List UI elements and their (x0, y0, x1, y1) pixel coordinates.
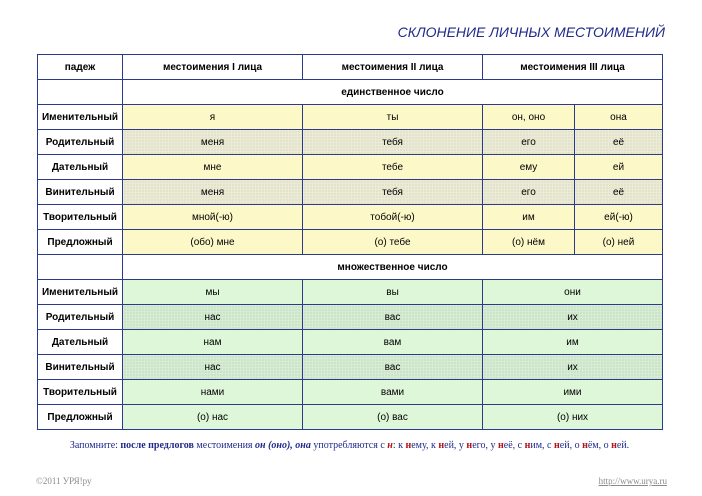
third-person-form: (о) них (483, 405, 663, 430)
second-person-form: вами (303, 380, 483, 405)
table-row (38, 155, 663, 180)
case-name: Родительный (38, 305, 123, 330)
third-person-masc-form: он, оно (483, 105, 575, 130)
second-person-form: тебе (303, 155, 483, 180)
note-example (431, 440, 454, 451)
first-person-form: мне (123, 155, 303, 180)
case-name: Творительный (38, 205, 123, 230)
note-example (575, 440, 599, 451)
third-person-fem-form: её (575, 180, 663, 205)
third-person-masc-form: (о) нём (483, 230, 575, 255)
singular-section-row (38, 80, 663, 105)
second-person-form: вас (303, 355, 483, 380)
third-person-masc-form: его (483, 130, 575, 155)
table-row (38, 355, 663, 380)
header-second-person: местоимения II лица (303, 55, 483, 80)
case-name: Творительный (38, 380, 123, 405)
note-lead: Запомните: (69, 440, 121, 451)
third-person-fem-form: она (575, 105, 663, 130)
second-person-form: ты (303, 105, 483, 130)
usage-note (37, 440, 662, 451)
note-mid1: местоимения (193, 440, 256, 451)
example-rest: ей (444, 440, 454, 451)
third-person-form: ими (483, 380, 663, 405)
example-preposition: у (458, 440, 467, 451)
singular-label: единственное число (123, 80, 663, 105)
table-row (38, 205, 663, 230)
third-person-fem-form: ей (575, 155, 663, 180)
third-person-form: они (483, 280, 663, 305)
example-rest: им (530, 440, 543, 451)
case-name: Дательный (38, 330, 123, 355)
second-person-form: тебя (303, 180, 483, 205)
first-person-form: меня (123, 180, 303, 205)
example-highlight: н (554, 440, 560, 451)
example-rest: ей (559, 440, 570, 451)
note-colon: : (392, 440, 399, 451)
page-title: СКЛОНЕНИЕ ЛИЧНЫХ МЕСТОИМЕНИЙ (397, 24, 665, 40)
first-person-form: (о) нас (123, 405, 303, 430)
note-bold-prepositions: после предлогов (120, 440, 194, 451)
header-case: падеж (38, 55, 123, 80)
case-name: Предложный (38, 230, 123, 255)
table-row (38, 330, 663, 355)
third-person-form: их (483, 305, 663, 330)
example-rest: ём (587, 440, 599, 451)
example-preposition: к (398, 440, 406, 451)
site-link[interactable]: http://www.urya.ru (598, 476, 667, 486)
third-person-fem-form: ей(-ю) (575, 205, 663, 230)
plural-section-row (38, 255, 663, 280)
plural-label: множественное число (123, 255, 663, 280)
note-example (490, 440, 512, 451)
example-highlight: н (497, 440, 504, 451)
example-highlight: н (405, 440, 412, 451)
pronoun-declension-table (37, 54, 663, 430)
header-first-person: местоимения I лица (123, 55, 303, 80)
example-preposition: у (490, 440, 498, 451)
second-person-form: (о) вас (303, 405, 483, 430)
second-person-form: вы (303, 280, 483, 305)
third-person-fem-form: (о) ней (575, 230, 663, 255)
first-person-form: нас (123, 355, 303, 380)
second-person-form: (о) тебе (303, 230, 483, 255)
first-person-form: нас (123, 305, 303, 330)
table-row (38, 180, 663, 205)
example-highlight: н (582, 440, 588, 451)
third-person-masc-form: им (483, 205, 575, 230)
table-row (38, 380, 663, 405)
note-example (459, 440, 486, 451)
example-rest: ему (411, 440, 426, 451)
case-name: Именительный (38, 105, 123, 130)
second-person-form: вас (303, 305, 483, 330)
third-person-form: их (483, 355, 663, 380)
header-third-person: местоимения III лица (483, 55, 663, 80)
example-preposition: о (574, 440, 583, 451)
note-example (518, 440, 542, 451)
second-person-form: тебя (303, 130, 483, 155)
example-preposition: с (517, 440, 525, 451)
third-person-masc-form: его (483, 180, 575, 205)
first-person-form: (обо) мне (123, 230, 303, 255)
note-letter: н (387, 440, 393, 451)
note-examples: к нему, к ней, у него, у неё, с ним, с ней, о нём, о ней. (398, 440, 630, 451)
example-preposition: к (431, 440, 439, 451)
table-row (38, 105, 663, 130)
note-mid2: употребляются с (310, 440, 388, 451)
table-row (38, 280, 663, 305)
table-body (38, 55, 663, 430)
table-row (38, 305, 663, 330)
first-person-form: я (123, 105, 303, 130)
example-rest: его (472, 440, 486, 451)
empty-cell (38, 255, 123, 280)
empty-cell (38, 80, 123, 105)
header-row (38, 55, 663, 80)
case-name: Именительный (38, 280, 123, 305)
third-person-form: им (483, 330, 663, 355)
case-name: Винительный (38, 355, 123, 380)
second-person-form: тобой(-ю) (303, 205, 483, 230)
table-row (38, 230, 663, 255)
example-highlight: н (524, 440, 531, 451)
first-person-form: мной(-ю) (123, 205, 303, 230)
first-person-form: меня (123, 130, 303, 155)
case-name: Винительный (38, 180, 123, 205)
example-rest: её (503, 440, 513, 451)
case-name: Родительный (38, 130, 123, 155)
case-name: Дательный (38, 155, 123, 180)
case-name: Предложный (38, 405, 123, 430)
note-example (398, 440, 426, 451)
table-row (38, 130, 663, 155)
second-person-form: вам (303, 330, 483, 355)
table-row (38, 405, 663, 430)
first-person-form: нами (123, 380, 303, 405)
example-highlight: н (611, 440, 617, 451)
note-bold-pronouns: он (оно), она (255, 440, 311, 451)
example-highlight: н (438, 440, 445, 451)
third-person-masc-form: ему (483, 155, 575, 180)
example-preposition: о (603, 440, 612, 451)
note-example (604, 440, 627, 451)
third-person-fem-form: её (575, 130, 663, 155)
example-highlight: н (466, 440, 473, 451)
first-person-form: нам (123, 330, 303, 355)
example-preposition: с (547, 440, 554, 451)
copyright: ©2011 УРЯ!ру (36, 476, 92, 486)
example-rest: ей (616, 440, 627, 451)
note-example (547, 440, 570, 451)
first-person-form: мы (123, 280, 303, 305)
